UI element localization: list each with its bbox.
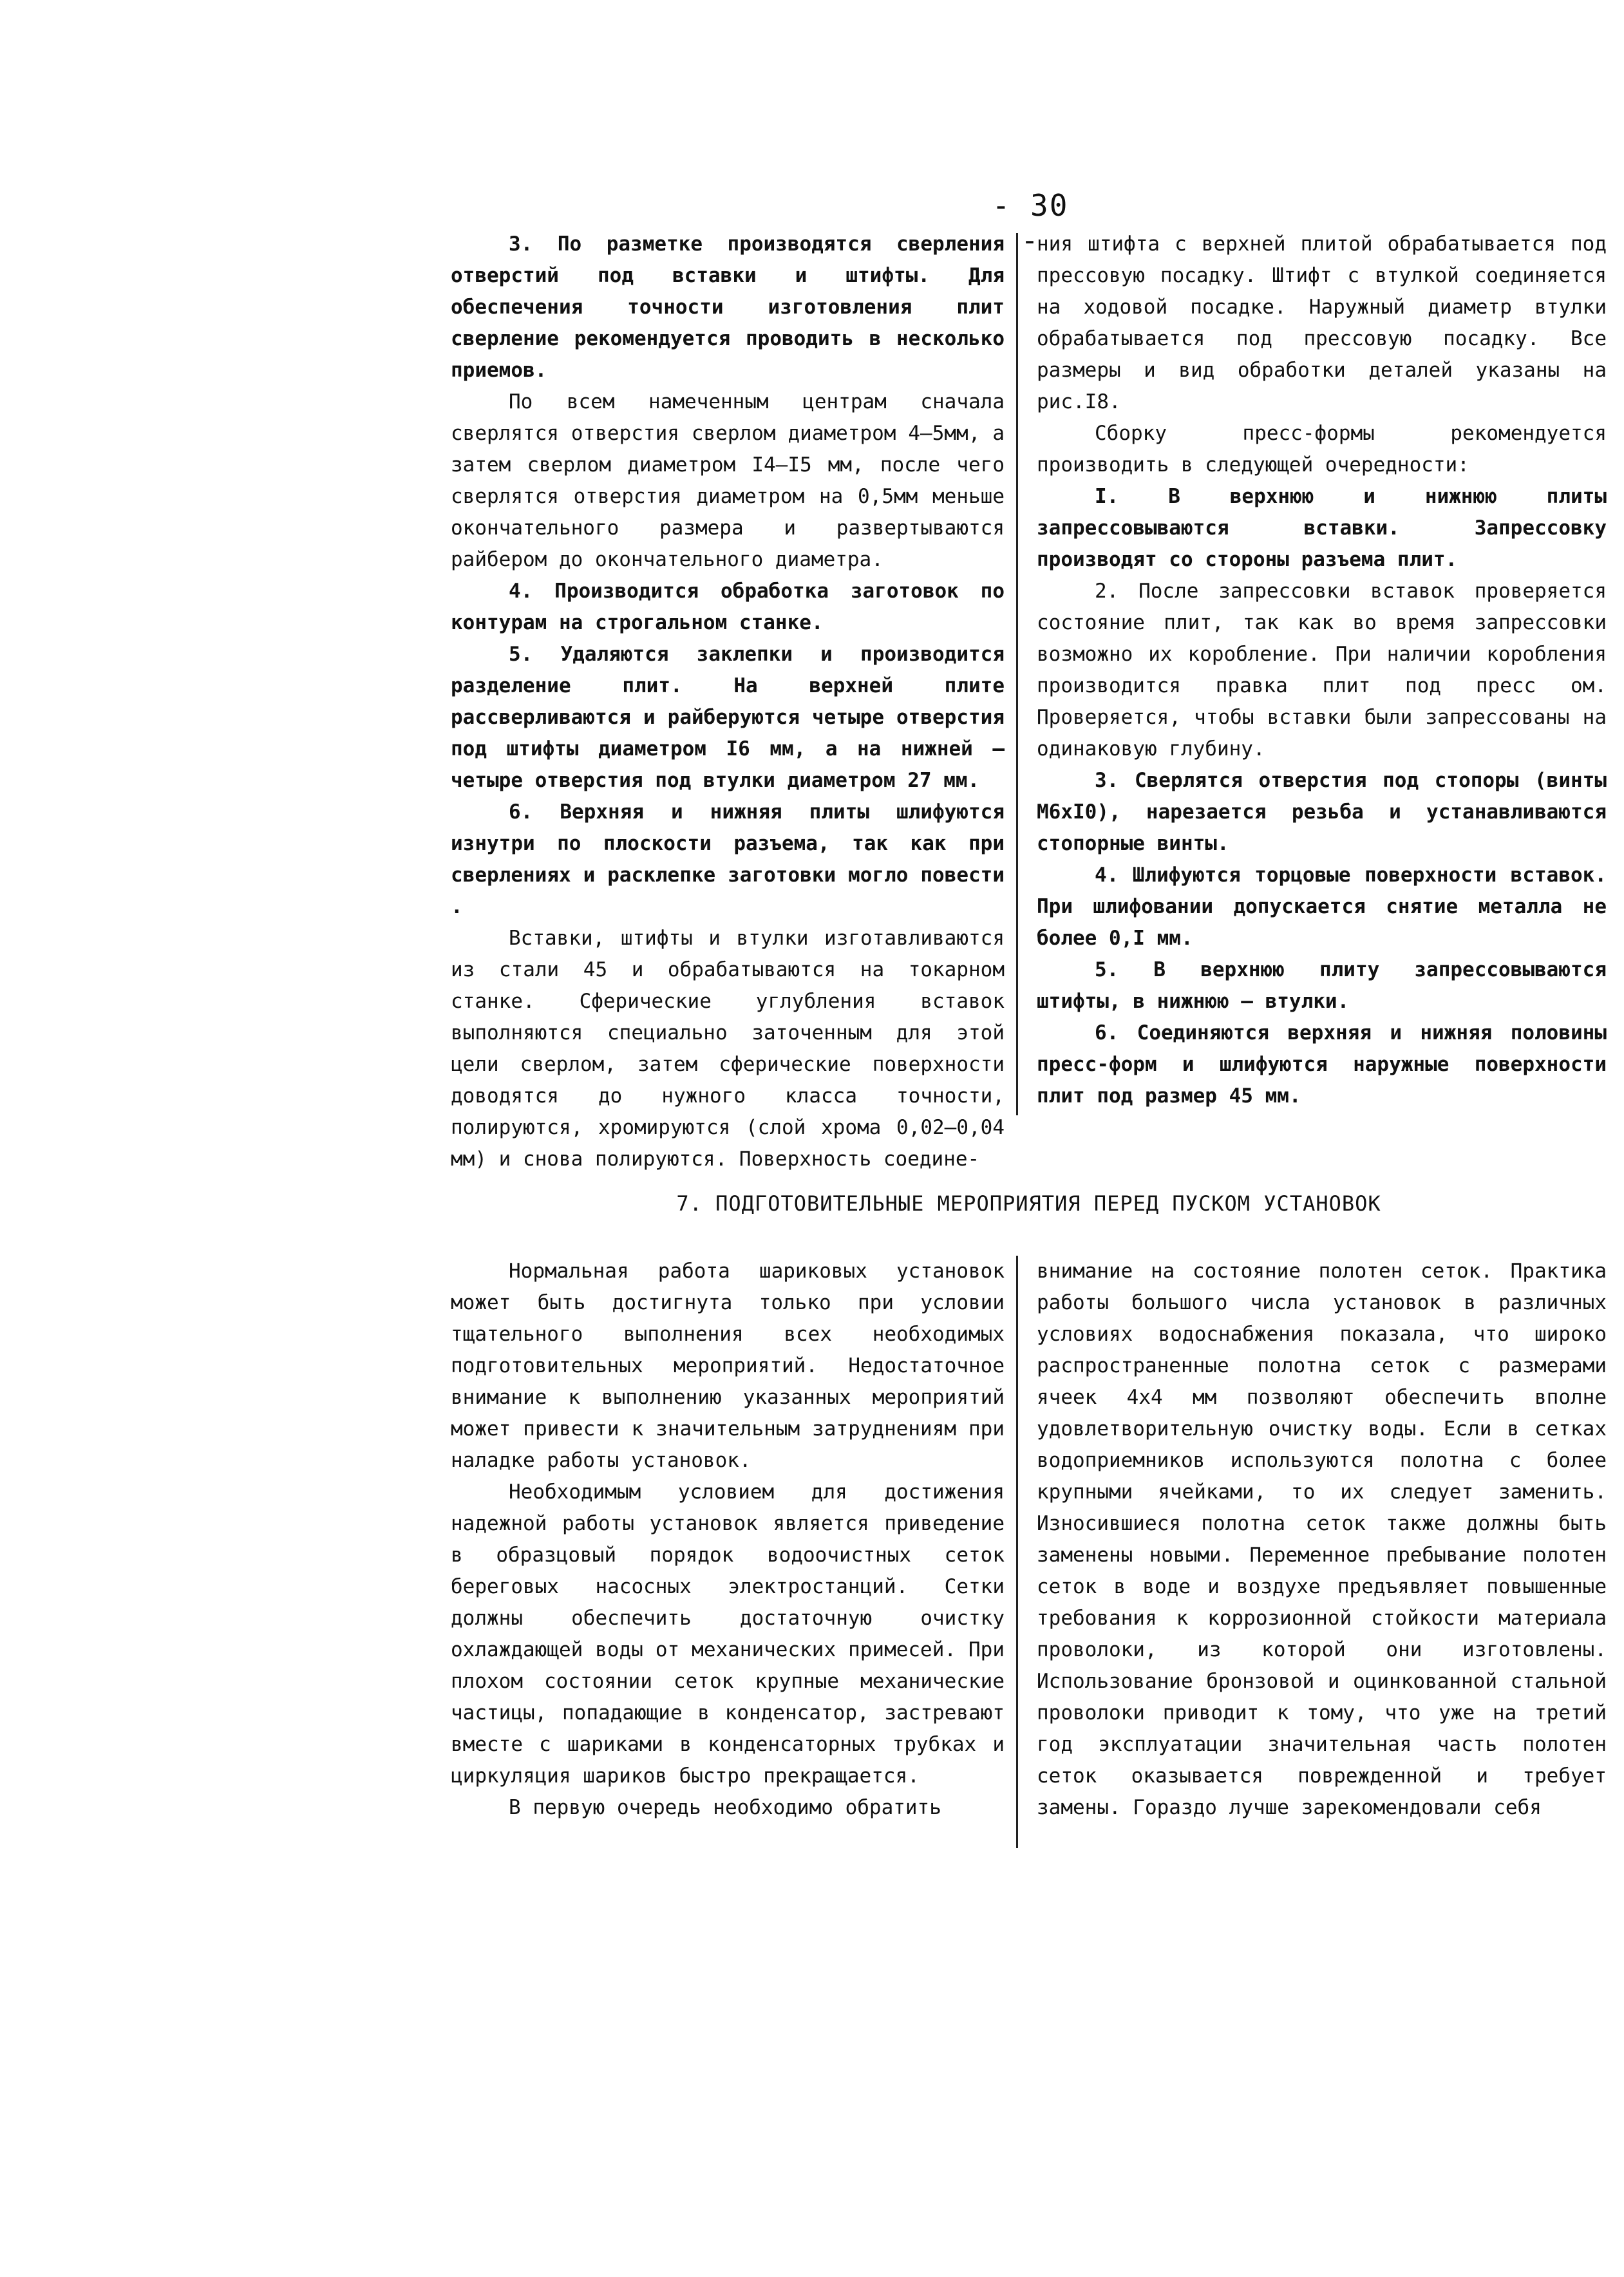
paragraph: 4. Шлифуются торцовые поверхности вставок. При шлифовании допускается снятие металла не более 0,I мм. [1037,864,1607,950]
section1-left-column [451,229,1005,1175]
column-divider [1016,233,1018,1115]
page-number: - 30 - [992,188,1069,258]
paragraph: внимание на состояние полотен сеток. Практика работы большого числа установок в различных условиях водоснабжения показала, что широко распространенные полотна сеток с размерами ячеек 4х4 мм позволяют обеспечить вполне удовлетворительную очистку воды. Если в сетках водоприемников используются полотна с более крупными ячейками, то их следует заменить. Износившиеся полотна сеток также должны быть заменены новыми. Переменное пребывание полотен сеток в воде и воздухе предъявляет повышенные требования к коррозионной стойкости материала проволоки, из которой они изготовлены. Использование бронзовой и оцинкованной стальной проволоки приводит к тому, что уже на третий год эксплуатации значительная часть полотен сеток оказывается поврежденной и требует замены. Гораздо лучше зарекомендовали себя [1037,1260,1607,1819]
paragraph: 4. Производится обработка заготовок по контурам на строгальном станке. [451,580,1005,634]
paragraph: По всем намеченным центрам сначала сверлятся отверстия сверлом диаметром 4–5мм, а затем сверлом диаметром I4–I5 мм, после чего сверлятся отверстия диаметром на 0,5мм меньше окончательного размера и развертываются райбером до окончательного диаметра. [451,390,1005,571]
paragraph: 5. Удаляются заклепки и производится разделение плит. На верхней плите рассверливаются и райберуются четыре отверстия под штифты диаметром I6 мм, а на нижней – четыре отверстия под втулки диаметром 27 мм. [451,643,1005,792]
paragraph: Нормальная работа шариковых установок может быть достигнута только при условии тщательного выполнения всех необходимых подготовительных мероприятий. Недостаточное внимание к выполнению указанных мероприятий может привести к значительным затруднениям при наладке работы установок. [451,1260,1005,1472]
section-title: 7. ПОДГОТОВИТЕЛЬНЫЕ МЕРОПРИЯТИЯ ПЕРЕД ПУСКОМ УСТАНОВОК [676,1191,1381,1216]
section1-right-column [1037,229,1607,1112]
paragraph: Необходимым условием для достижения надежной работы установок является приведение в образцовый порядок водоочистных сеток береговых насосных электростанций. Сетки должны обеспечить достаточную очистку охлаждающей воды от механических примесей. При плохом состоянии сеток крупные механические частицы, попадающие в конденсатор, застревают вместе с шариками в конденсаторных трубках и циркуляция шариков быстро прекращается. [451,1480,1005,1788]
paragraph: ния штифта с верхней плитой обрабатывается под прессовую посадку. Штифт с втулкой соединяется на ходовой посадке. Наружный диаметр втулки обрабатывается под прессовую посадку. Все размеры и вид обработки деталей указаны на рис.I8. [1037,232,1607,413]
paragraph: I. В верхнюю и нижнюю плиты запрессовываются вставки. Запрессовку производят со стороны разъема плит. [1037,485,1607,571]
paragraph: 3. Сверлятся отверстия под стопоры (винты М6хI0), нарезается резьба и устанавливаются стопорные винты. [1037,769,1607,855]
paragraph: Вставки, штифты и втулки изготавливаются из стали 45 и обрабатываются на токарном станке. Сферические углубления вставок выполняются специально заточенным для этой цели сверлом, затем сферические поверхности доводятся до нужного класса точности, полируются, хромируются (слой хрома 0,02–0,04 мм) и снова полируются. Поверхность соедине- [451,927,1005,1171]
column-divider [1016,1256,1018,1848]
section2-left-column [451,1256,1005,1824]
paragraph: 5. В верхнюю плиту запрессовываются штифты, в нижнюю – втулки. [1037,958,1607,1013]
paragraph: 3. По разметке производятся сверления отверстий под вставки и штифты. Для обеспечения точности изготовления плит сверление рекомендуется проводить в несколько приемов. [451,232,1005,382]
paragraph: В первую очередь необходимо обратить [509,1796,941,1819]
paragraph: Сборку пресс-формы рекомендуется производить в следующей очередности: [1037,422,1607,477]
paragraph: 2. После запрессовки вставок проверяется состояние плит, так как во время запрессовки возможно их коробление. При наличии коробления производится правка плит под пресс ом. Проверяется, чтобы вставки были запрессованы на одинаковую глубину. [1037,580,1607,761]
section2-right-column [1037,1256,1607,1824]
paragraph: 6. Верхняя и нижняя плиты шлифуются изнутри по плоскости разъема, так как при сверлениях и расклепке заготовки могло повести . [451,800,1005,918]
paragraph: 6. Соединяются верхняя и нижняя половины пресс-форм и шлифуются наружные поверхности плит под размер 45 мм. [1037,1021,1607,1108]
